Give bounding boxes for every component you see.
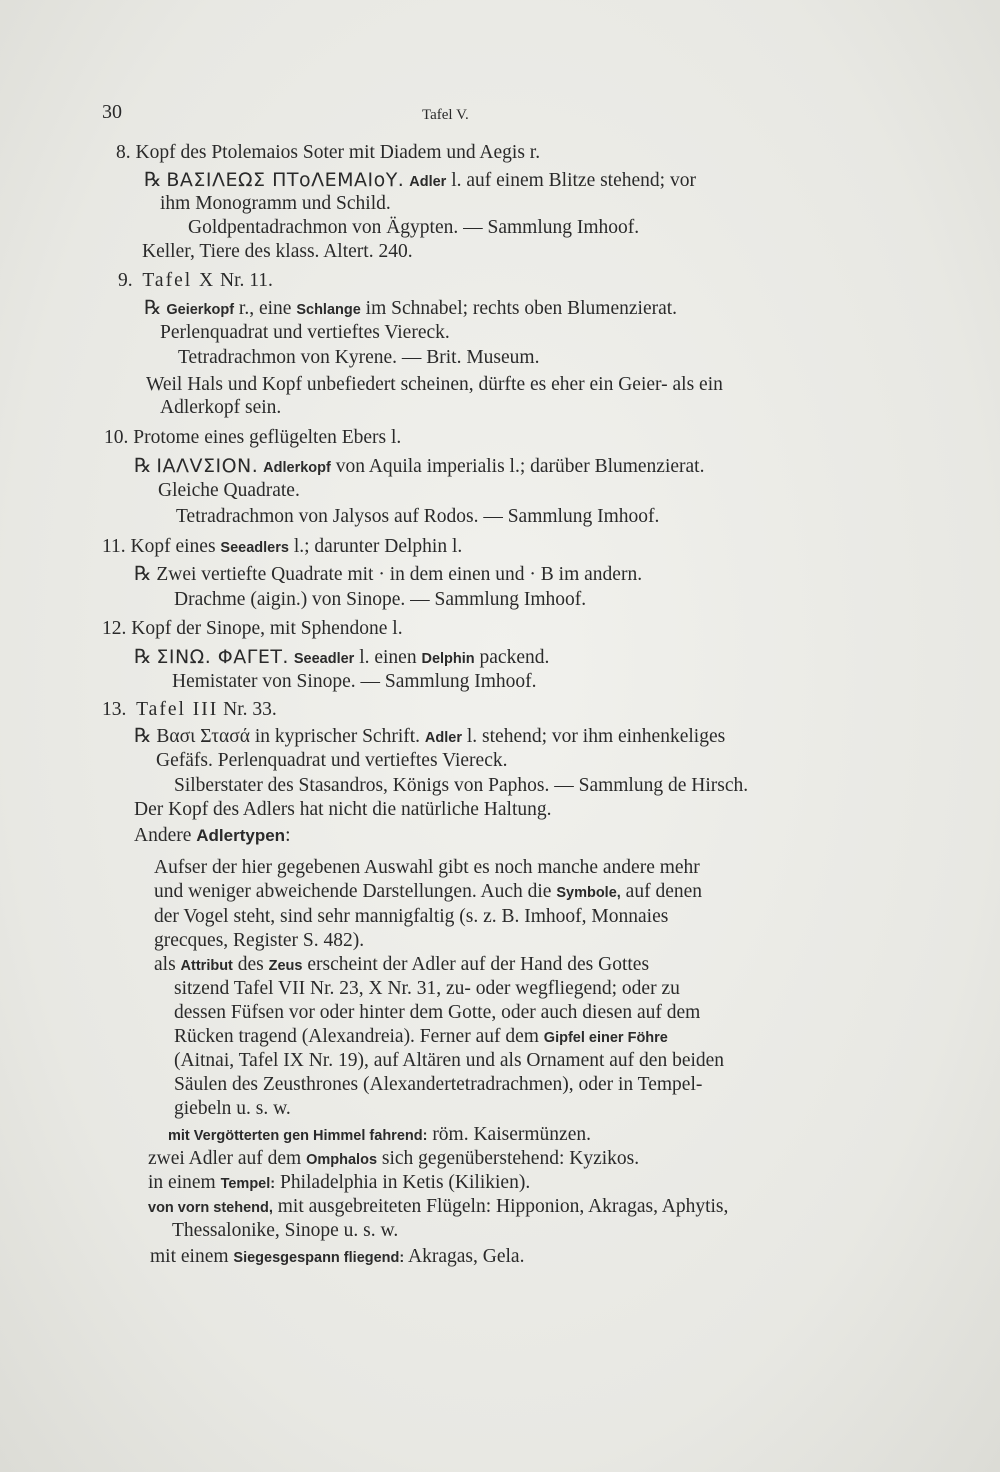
para-2-line-5: (Aitnai, Tafel IX Nr. 19), auf Altären und als Ornament auf den beiden — [174, 1050, 725, 1071]
entry-11-line-1: 11. Kopf eines Seeadlers l.; darunter Delphin l. — [102, 536, 463, 557]
entry-12-line-3: Hemistater von Sinope. — Sammlung Imhoof. — [172, 671, 537, 692]
para-2-line-1: als Attribut des Zeus erscheint der Adler auf der Hand des Gottes — [154, 954, 650, 975]
entry-13-line-4: Silberstater des Stasandros, Königs von Paphos. — Sammlung de Hirsch. — [174, 775, 749, 796]
entry-8-line-3: ihm Monogramm und Schild. — [160, 193, 391, 214]
entry-11-line-2: ℞ Zwei vertiefte Quadrate mit · in dem einen und · Β im andern. — [134, 564, 643, 585]
entry-10-line-2: ℞ ΙΑΛVΣΙΟΝ. Adlerkopf von Aquila imperialis l.; darüber Blumenzierat. — [134, 455, 705, 477]
reverse-symbol: ℞ — [144, 170, 167, 191]
para-1-line-2: und weniger abweichende Darstellungen. Auch die Symbole, auf denen — [154, 881, 703, 902]
list-row-2: zwei Adler auf dem Omphalos sich gegenüberstehend: Kyzikos. — [148, 1148, 640, 1169]
para-1-line-3: der Vogel steht, sind sehr mannigfaltig (s. z. B. Imhoof, Monnaies — [154, 906, 669, 927]
entry-9-line-5: Weil Hals und Kopf unbefiedert scheinen, dürfte es eher ein Geier- als ein — [146, 374, 723, 395]
page-number: 30 — [102, 101, 122, 123]
para-2-line-3: dessen Füfsen vor oder hinter dem Gotte, oder auch diesen auf dem — [174, 1002, 701, 1023]
entry-13-line-2: ℞ Βασι Στασά in kyprischer Schrift. Adler l. stehend; vor ihm einhenkeliges — [134, 726, 726, 747]
para-2-line-7: giebeln u. s. w. — [174, 1098, 291, 1119]
para-2-line-6: Säulen des Zeusthrones (Alexandertetradrachmen), oder in Tempel- — [174, 1074, 703, 1095]
list-row-6: mit einem Siegesgespann fliegend: Akragas, Gela. — [150, 1246, 525, 1267]
entry-10-line-1: 10. Protome eines geflügelten Ebers l. — [104, 427, 402, 448]
entry-10-line-4: Tetradrachmon von Jalysos auf Rodos. — Sammlung Imhoof. — [176, 506, 660, 527]
entry-8-line-2: ℞ ΒΑΣΙΛΕΩΣ ΠΤοΛΕΜΑΙοΥ. Adler l. auf einem Blitze stehend; vor — [144, 169, 696, 191]
para-1-line-4: grecques, Register S. 482). — [154, 930, 365, 951]
entry-9-line-6: Adlerkopf sein. — [160, 397, 282, 418]
list-row-1: mit Vergötterten gen Himmel fahrend: röm. Kaisermünzen. — [168, 1124, 591, 1145]
entry-12-line-2: ℞ ΣΙΝΩ. ΦΑΓΕΤ. Seeadler l. einen Delphin packend. — [134, 646, 550, 668]
para-2-line-4: Rücken tragend (Alexandreia). Ferner auf dem Gipfel einer Föhre — [174, 1026, 668, 1047]
entry-11-line-3: Drachme (aigin.) von Sinope. — Sammlung Imhoof. — [174, 589, 587, 610]
entry-12-line-1: 12. Kopf der Sinope, mit Sphendone l. — [102, 618, 403, 639]
entry-9-line-2: ℞ Geierkopf r., eine Schlange im Schnabel; rechts oben Blumenzierat. — [144, 298, 678, 319]
entry-8-line-1: 8. Kopf des Ptolemaios Soter mit Diadem und Aegis r. — [116, 142, 541, 163]
section-heading: Andere Adlertypen: — [134, 825, 291, 846]
entry-9-line-4: Tetradrachmon von Kyrene. — Brit. Museum. — [178, 347, 540, 368]
greek-legend: ΒΑΣΙΛΕΩΣ ΠΤοΛΕΜΑΙοΥ. — [166, 169, 405, 191]
list-row-4: von vorn stehend, mit ausgebreiteten Flügeln: Hipponion, Akragas, Aphytis, — [148, 1196, 729, 1217]
entry-13-line-3: Gefäfs. Perlenquadrat und vertieftes Viereck. — [156, 750, 508, 771]
keyword: Adler — [409, 174, 447, 190]
entry-9-line-3: Perlenquadrat und vertieftes Viereck. — [160, 322, 450, 343]
para-1-line-1: Aufser der hier gegebenen Auswahl gibt es noch manche andere mehr — [154, 857, 700, 878]
running-title: Tafel V. — [422, 107, 469, 123]
entry-9-line-1: 9. Tafel X Nr. 11. — [118, 270, 273, 291]
entry-8-line-5: Keller, Tiere des klass. Altert. 240. — [142, 241, 413, 262]
entry-10-line-3: Gleiche Quadrate. — [158, 480, 300, 501]
list-row-5: Thessalonike, Sinope u. s. w. — [172, 1220, 399, 1241]
para-2-line-2: sitzend Tafel VII Nr. 23, X Nr. 31, zu- oder wegfliegend; oder zu — [174, 978, 680, 999]
entry-13-line-5: Der Kopf des Adlers hat nicht die natürliche Haltung. — [134, 799, 552, 820]
list-row-3: in einem Tempel: Philadelphia in Ketis (Kilikien). — [148, 1172, 531, 1193]
entry-8-line-4: Goldpentadrachmon von Ägypten. — Sammlung Imhoof. — [188, 217, 640, 238]
entry-13-line-1: 13. Tafel III Nr. 33. — [102, 699, 277, 720]
